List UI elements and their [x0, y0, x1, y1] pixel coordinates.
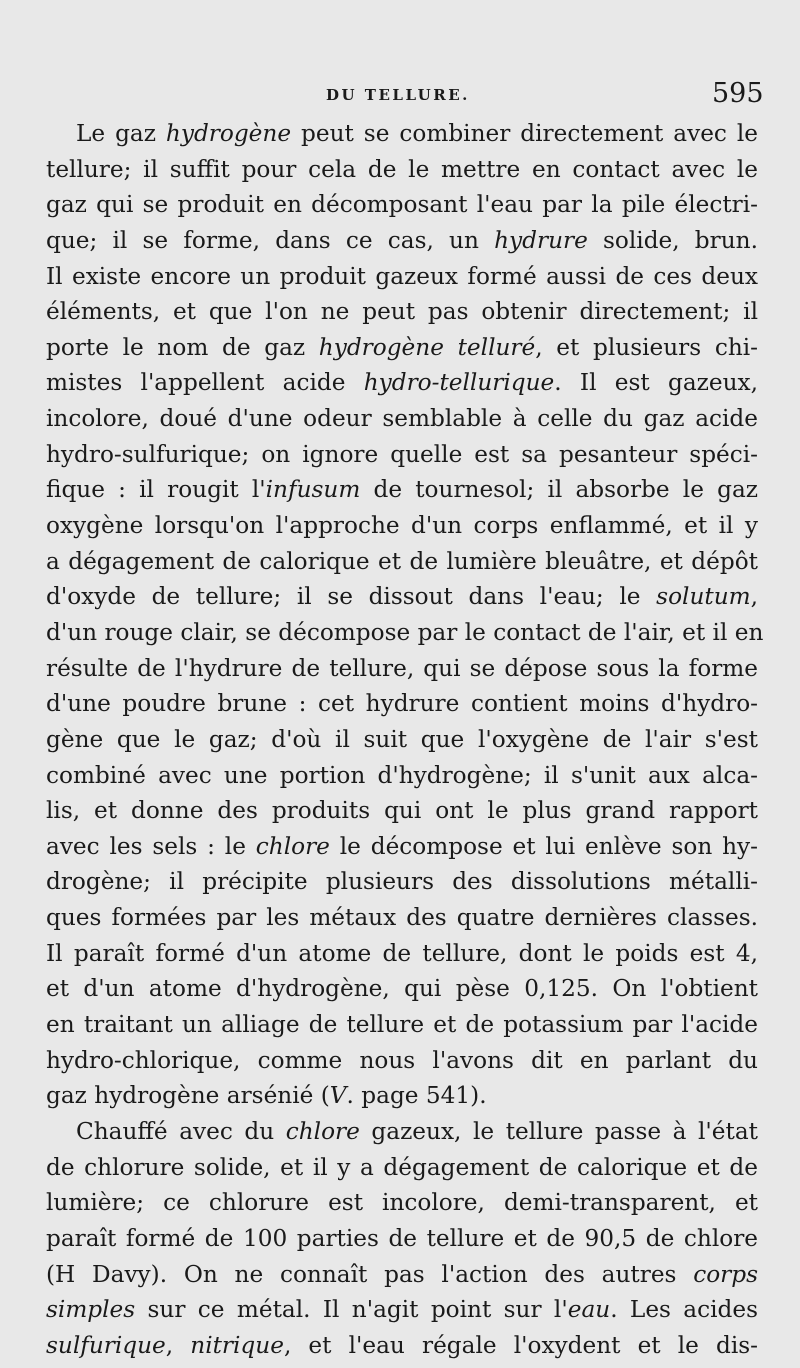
text-line — [46, 722, 758, 758]
text-run: fique : il rougit l' — [46, 476, 266, 504]
text-line — [46, 1221, 758, 1257]
text-run: drogène; il précipite plusieurs des dissolutions métalli- — [46, 868, 758, 896]
italic-text: corps — [693, 1260, 758, 1288]
text-run: gène que le gaz; d'où il suit que l'oxygène de l'air s'est — [46, 725, 758, 753]
text-run: paraît formé de 100 parties de tellure et de 90,5 de chlore — [46, 1224, 758, 1252]
text-run: lumière; ce chlorure est incolore, demi-transparent, et — [46, 1189, 758, 1217]
text-line — [46, 1043, 758, 1079]
text-line — [46, 651, 758, 687]
text-line — [46, 1328, 758, 1364]
text-line — [46, 1292, 758, 1328]
text-run: d'une poudre brune : cet hydrure contient moins d'hydro- — [46, 690, 758, 718]
italic-text: V — [329, 1082, 347, 1110]
text-run: , et plusieurs chi- — [535, 333, 758, 361]
text-run: et d'un atome d'hydrogène, qui pèse 0,125. On l'obtient — [46, 975, 758, 1003]
text-run: porte le nom de gaz — [46, 333, 319, 361]
text-line — [46, 401, 758, 437]
body-text — [46, 116, 764, 1363]
text-run: que; il se forme, dans ce cas, un — [46, 226, 495, 254]
text-run: gaz qui se produit en décomposant l'eau par la pile électri- — [46, 191, 758, 219]
italic-text: simples — [46, 1296, 136, 1324]
text-run: , — [750, 583, 758, 611]
text-line — [46, 1185, 758, 1221]
text-line — [46, 437, 758, 473]
text-run: , et l'eau régale l'oxydent et le dis- — [283, 1331, 758, 1359]
page-number: 595 — [712, 78, 764, 109]
italic-text: chlore — [285, 1117, 360, 1145]
text-run: ques formées par les métaux des quatre dernières classes. — [46, 904, 758, 932]
text-line — [46, 1114, 758, 1150]
italic-text: solutum — [656, 583, 751, 611]
text-run: a dégagement de calorique et de lumière bleuâtre, et dépôt — [46, 547, 758, 575]
text-run: mistes l'appellent acide — [46, 369, 364, 397]
text-run: gazeux, le tellure passe à l'état — [359, 1117, 758, 1145]
italic-text: hydrogène — [165, 120, 292, 147]
running-head — [0, 78, 800, 114]
text-run: hydro-chlorique, comme nous l'avons dit en parlant du — [46, 1046, 758, 1074]
text-line — [46, 472, 758, 508]
text-line — [46, 686, 758, 722]
text-run: d'un rouge clair, se décompose par le contact de l'air, et il en — [46, 618, 764, 646]
text-line — [46, 544, 758, 580]
text-run: . page 541). — [346, 1082, 487, 1110]
text-run: Il existe encore un produit gazeux formé aussi de ces deux — [46, 262, 758, 290]
italic-text: eau — [567, 1296, 611, 1324]
text-line — [46, 365, 758, 401]
text-run: en traitant un alliage de tellure et de potassium par l'acide — [46, 1011, 758, 1039]
text-line — [46, 793, 758, 829]
text-line — [46, 758, 758, 794]
text-line — [46, 1007, 758, 1043]
text-run: incolore, doué d'une odeur semblable à celle du gaz acide — [46, 405, 758, 433]
text-run: de chlorure solide, et il y a dégagement de calorique et de — [46, 1153, 758, 1181]
text-run: de tournesol; il absorbe le gaz — [360, 476, 758, 504]
text-run: . Les acides — [610, 1296, 758, 1324]
text-line — [46, 971, 758, 1007]
text-line — [46, 330, 758, 366]
text-line — [46, 579, 758, 615]
italic-text: infusum — [265, 476, 361, 504]
text-run: lis, et donne des produits qui ont le plus grand rapport — [46, 797, 758, 825]
text-line — [46, 936, 758, 972]
text-run: le décompose et lui enlève son hy- — [329, 832, 758, 860]
text-run: oxygène lorsqu'on l'approche d'un corps enflammé, et il y — [46, 512, 758, 540]
text-run: résulte de l'hydrure de tellure, qui se dépose sous la forme — [46, 654, 758, 682]
italic-text: hydrure — [494, 226, 588, 254]
text-line — [46, 829, 758, 865]
text-run: Chauffé avec du — [76, 1117, 286, 1145]
text-run: gaz hydrogène arsénié ( — [46, 1082, 330, 1110]
text-line — [46, 615, 764, 651]
text-run: peut se combiner directement avec le — [291, 120, 759, 147]
text-line — [46, 864, 758, 900]
italic-text: sulfurique — [46, 1331, 166, 1359]
text-run: . Il est gazeux, — [554, 369, 758, 397]
text-line — [46, 508, 758, 544]
text-run: avec les sels : le — [46, 832, 256, 860]
text-run: Le gaz — [76, 120, 166, 147]
text-run: (H Davy). On ne connaît pas l'action des autres — [46, 1260, 694, 1288]
text-line — [46, 259, 758, 295]
text-run: sur ce métal. Il n'agit point sur l' — [135, 1296, 568, 1324]
text-run: tellure; il suffit pour cela de le mettre en contact avec le — [46, 155, 758, 183]
italic-text: hydro-tellurique — [363, 369, 555, 397]
text-line — [46, 1150, 758, 1186]
text-run: Il paraît formé d'un atome de tellure, dont le poids est 4, — [46, 939, 758, 967]
text-run: combiné avec une portion d'hydrogène; il s'unit aux alca- — [46, 761, 758, 789]
running-title: DU TELLURE. — [326, 86, 470, 104]
text-run: éléments, et que l'on ne peut pas obtenir directement; il — [46, 298, 758, 326]
text-line — [46, 116, 758, 152]
text-line — [46, 223, 758, 259]
text-run: d'oxyde de tellure; il se dissout dans l'eau; le — [46, 583, 657, 611]
italic-text: nitrique — [190, 1331, 284, 1359]
text-line — [46, 900, 758, 936]
text-line — [46, 294, 758, 330]
text-line — [46, 1257, 758, 1293]
text-run: hydro-sulfurique; on ignore quelle est sa pesanteur spéci- — [46, 440, 758, 468]
text-line — [46, 152, 758, 188]
text-run: solide, brun. — [587, 226, 758, 254]
italic-text: hydrogène telluré — [318, 333, 536, 361]
text-line — [46, 187, 758, 223]
italic-text: chlore — [255, 832, 330, 860]
text-line — [46, 1078, 758, 1114]
text-run: , — [165, 1331, 191, 1359]
